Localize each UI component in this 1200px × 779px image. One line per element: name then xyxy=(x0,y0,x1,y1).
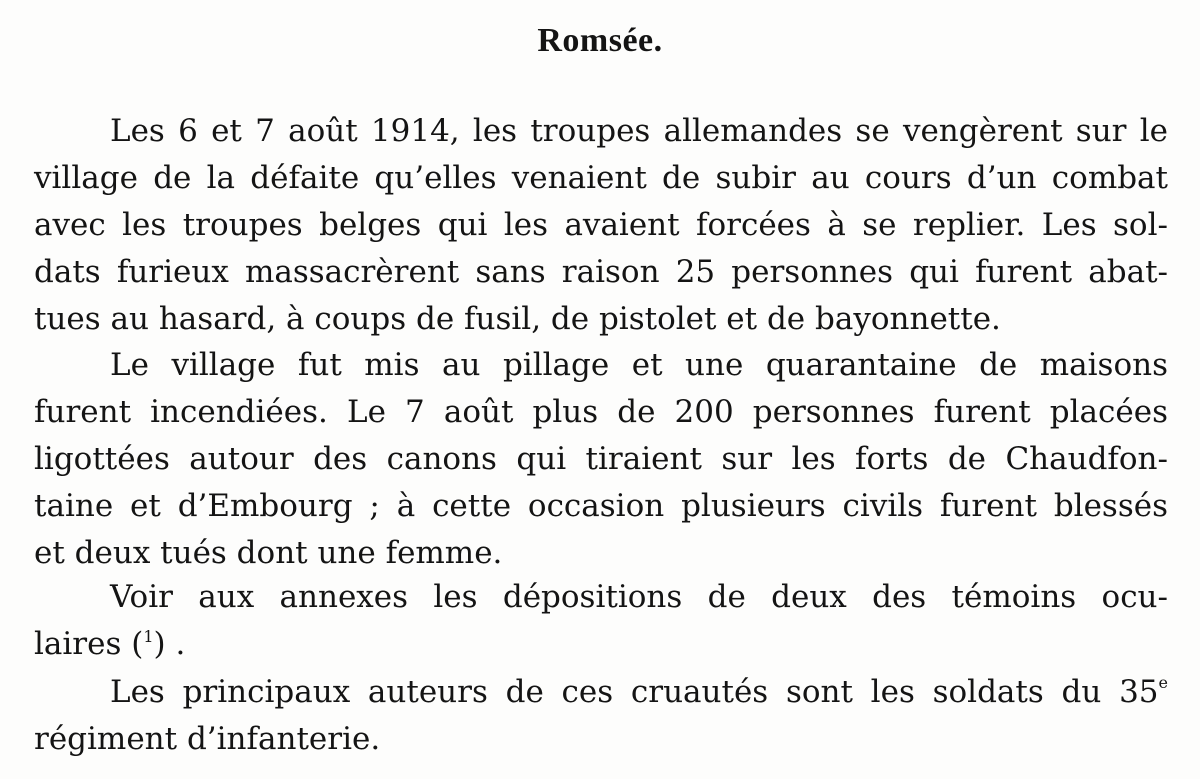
footnote-mark: 1 xyxy=(143,627,154,646)
text-line: Voir aux annexes les dépositions de deux des témoins ocu- xyxy=(110,579,1168,615)
text-line: avec les troupes belges qui les avaient forcées à se replier. Les sol- xyxy=(34,207,1168,243)
ordinal-suffix: e xyxy=(1158,673,1168,692)
page-title: Romsée. xyxy=(537,22,663,59)
text-line: Les 6 et 7 août 1914, les troupes allemandes se vengèrent sur le xyxy=(110,113,1168,149)
text-line-with-footnote xyxy=(34,621,1168,668)
paragraph-1 xyxy=(34,108,1168,343)
text-line: tues au hasard, à coups de fusil, de pistolet et de bayonnette. xyxy=(34,301,1001,337)
paragraph-2 xyxy=(34,342,1168,577)
paragraph-3 xyxy=(34,574,1168,668)
text-fragment: laires ( xyxy=(34,626,144,662)
text-line: Le village fut mis au pillage et une quarantaine de maisons xyxy=(110,347,1168,383)
paragraph-4 xyxy=(34,669,1168,763)
text-line-with-ordinal xyxy=(34,669,1168,716)
text-line: taine et d’Embourg ; à cette occasion plusieurs civils furent blessés xyxy=(34,488,1168,524)
text-line: et deux tués dont une femme. xyxy=(34,535,503,571)
text-line: dats furieux massacrèrent sans raison 25 personnes qui furent abat- xyxy=(34,254,1168,290)
text-line: ligottées autour des canons qui tiraient sur les forts de Chaudfon- xyxy=(34,441,1168,477)
text-line: régiment d’infanterie. xyxy=(34,721,381,757)
text-fragment: Les principaux auteurs de ces cruautés sont les soldats du 35 xyxy=(110,674,1159,710)
text-line: village de la défaite qu’elles venaient de subir au cours d’un combat xyxy=(34,160,1168,196)
text-line: furent incendiées. Le 7 août plus de 200 personnes furent placées xyxy=(34,394,1168,430)
text-fragment: ) . xyxy=(153,626,186,662)
